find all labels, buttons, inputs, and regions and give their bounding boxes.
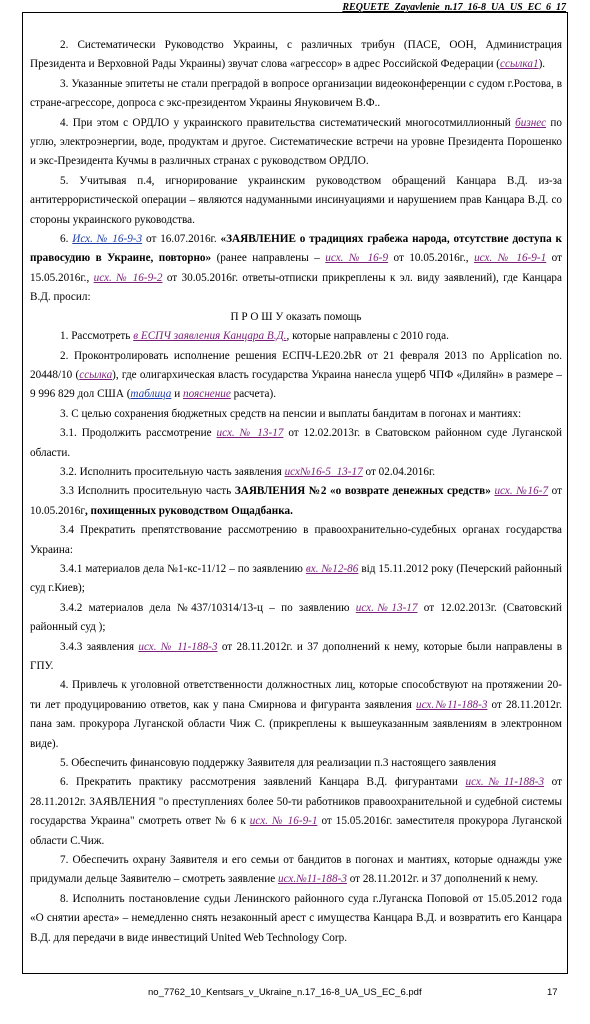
paragraph-text: 3.3 Исполнить просительную часть — [60, 485, 235, 498]
bold-title: ЗАЯВЛЕНИЯ №2 «о возврате денежных средств» — [234, 485, 491, 498]
request-1 — [30, 327, 562, 346]
paragraph-text: 2. Проконтролировать исполнение решения ЕСПЧ-LE20.2bR от 21 февраля 2013 по Application no. 20448/10 ( — [30, 349, 562, 381]
paragraph-text: ), где олигархическая власть государства Украина нанесла ущерб ЧПФ «Диляйн» в размере – 9 996 829 дол США ( — [30, 368, 562, 401]
paragraph-text: от 12.02.2013г. в Сватовском районном суде Луганской области. — [30, 427, 562, 459]
bold-text: , похищенных руководством Ощадбанка. — [84, 504, 293, 517]
request-5: 5. Обеспечить финансовую поддержку Заявителя для реализации п.3 настоящего заявления — [60, 757, 497, 770]
bold-title: «ЗАЯВЛЕНИЕ о традициях грабежа народа, отсутствие доступа к правосудию в Украине, повторно» — [30, 233, 562, 265]
link-ish-11-188-3d[interactable]: исх.№11-188-3 — [278, 873, 347, 886]
paragraph-text: 1. Рассмотреть — [60, 330, 134, 343]
link-ssylka[interactable]: ссылка — [79, 368, 113, 381]
link-ssylka1[interactable]: ссылка1 — [500, 58, 539, 71]
request-3-2 — [30, 463, 562, 482]
link-espch[interactable]: в ЕСПЧ заявления Канцара В.Д. — [133, 330, 287, 343]
link-ish-16-9-3[interactable]: Исх. № 16-9-3 — [72, 233, 143, 246]
paragraph-text: от 10.05.2016г., — [388, 252, 475, 265]
link-ish-16-9-1b[interactable]: исх. № 16-9-1 — [249, 815, 318, 828]
paragraph-text: от 28.11.2012г. и 37 дополнений к нему, которые были направлены в ГПУ. — [30, 640, 562, 672]
link-ish-11-188-3b[interactable]: исх.№11-188-3 — [416, 698, 488, 711]
paragraph-text: от 28.11.2012г. пана зам. прокурора Луганской области Чиж С. (прикреплены к вышеуказанным заявлениям в электронном виде). — [30, 698, 562, 750]
request-8: 8. Исполнить постановление судьи Ленинского районного суда г.Луганска Поповой от 15.05.2012 года «О снятии ареста» – немедленно снять незаконный арест с имущества Канцара В.Д. и возвратить его Канцара В.Д. для передачи в виде инвестиций United Web Technology Corp. — [30, 892, 562, 944]
request-2 — [30, 347, 562, 405]
link-poyasnenie[interactable]: пояснение — [182, 388, 231, 401]
request-3-4-3 — [30, 638, 562, 677]
paragraph-text: 3.2. Исполнить просительную часть заявления — [60, 465, 285, 478]
footer-filename: no_7762_10_Kentsars_v_Ukraine_n.17_16-8_UA_US_EC_6.pdf — [148, 987, 422, 998]
paragraph-text: ). — [538, 58, 546, 71]
paragraph-4 — [30, 114, 562, 172]
paragraph-2 — [30, 36, 562, 75]
link-ish-11-188-3[interactable]: исх. № 11-188-3 — [138, 640, 218, 653]
document-header: REQUETE_Zayavlenie_n.17_16-8_UA_US_EC_6_17 — [342, 2, 566, 13]
paragraph-5: 5. Учитывая п.4, игнорирование украинским руководством обращений Канцара В.Д. из-за антитеррористической операции – являются надуманными инсинуациями и нарушением прав Канцара В.Д. со стороны украинского руководства. — [30, 174, 562, 226]
request-3: 3. С целью сохранения бюджетных средств на пенсии и выплаты бандитам в погонах и мантиях: — [60, 407, 522, 420]
paragraph-text: и — [171, 388, 183, 401]
paragraph-text: от 16.07.2016г. — [142, 233, 221, 246]
link-ish-11-188-3c[interactable]: исх.№11-188-3 — [465, 776, 545, 789]
paragraph-text: (ранее направлены – — [211, 252, 326, 265]
request-7 — [30, 851, 562, 890]
paragraph-text: 3.1. Продолжить рассмотрение — [60, 427, 217, 440]
paragraph-text: от 28.11.2012г. и 37 дополнений к нему. — [346, 873, 539, 886]
link-ish-16-7[interactable]: исх. №16-7 — [494, 485, 549, 498]
paragraph-text: , которые направлены с 2010 года. — [286, 330, 449, 343]
paragraph-text: від 15.11.2012 року (Печерский районный суд г.Киев); — [30, 562, 562, 595]
paragraph-text: расчета). — [230, 388, 277, 401]
paragraph-text: 6. — [60, 233, 73, 246]
paragraph-text: 7. Обеспечить охрану Заявителя и его семьи от бандитов в погонах и мантиях, которые однажды уже придумали дельце Заявителю – смотреть заявление — [30, 854, 562, 886]
paragraph-text: 4. Привлечь к уголовной ответственности должностных лиц, которые способствуют на протяжении 20-ти лет продуцированию ответов, как у пана Смирнова и фигуранта заявления — [30, 679, 562, 711]
request-4 — [30, 676, 562, 754]
link-vh-12-86[interactable]: вх. №12-86 — [305, 562, 359, 575]
link-tablica[interactable]: таблица — [130, 388, 172, 401]
request-3-4-1 — [30, 560, 562, 599]
paragraph-text: от 15.05.2016г., — [30, 252, 562, 284]
paragraph-text: от 10.05.2016г — [30, 485, 563, 517]
link-ish-13-17[interactable]: исх. № 13-17 — [216, 427, 284, 440]
paragraph-text: от 12.02.2013г. (Сватовский районный суд ); — [30, 601, 562, 634]
request-6 — [30, 773, 562, 851]
link-biznes[interactable]: бизнес — [515, 116, 547, 129]
paragraph-text: от 30.05.2016г. ответы-отписки прикреплены к эл. виду заявлений), где Канцара В.Д. просил: — [30, 271, 562, 304]
paragraph-text: от 28.11.2012г. ЗАЯВЛЕНИЯ "о преступлениях более 50-ти работников правоохранительной и судебной системы государства Украина" смотреть ответ № 6 к — [30, 776, 562, 828]
link-ish-13-17b[interactable]: исх.№13-17 — [355, 601, 418, 614]
request-3-3 — [30, 482, 562, 521]
paragraph-6 — [30, 230, 562, 308]
request-3-1 — [30, 424, 562, 463]
link-ish-16-9-2[interactable]: исх. № 16-9-2 — [93, 271, 163, 284]
paragraph-text: 3.4.1 материалов дела №1-кс-11/12 – по заявлению — [60, 562, 306, 575]
link-ish-16-5[interactable]: исх№16-5_13-17 — [284, 465, 363, 478]
document-body — [30, 36, 562, 948]
link-ish-16-9-1[interactable]: исх. № 16-9-1 — [474, 252, 547, 265]
paragraph-text: 4. При этом с ОРДЛО у украинского правительства систематический многосотмиллионный — [60, 116, 516, 129]
paragraph-3: 3. Указанные эпитеты не стали преградой в вопросе организации видеоконференции с судом г.Ростова, в стране-агрессоре, допроса с экс-президентом Украины Януковичем В.Ф.. — [30, 77, 562, 110]
request-3-4-2 — [30, 599, 562, 638]
paragraph-text: 2. Систематически Руководство Украины, с различных трибун (ПАСЕ, ООН, Администрация Президента и Верховной Рады Украины) звучат слова «агрессор» в адрес Российской Федерации ( — [30, 39, 562, 71]
prosu-heading: П Р О Ш У оказать помощь — [230, 310, 362, 323]
page-number: 17 — [547, 987, 558, 998]
paragraph-text: от 02.04.2016г. — [362, 465, 436, 478]
paragraph-text: от 15.05.2016г. заместителя прокурора Луганской области С.Чиж. — [30, 815, 562, 847]
link-ish-16-9[interactable]: исх. № 16-9 — [325, 252, 389, 265]
paragraph-text: 3.4.3 заявления — [60, 640, 139, 653]
request-3-4: 3.4 Прекратить препятствование рассмотрению в правоохранительно-судебных органах государства Украина: — [30, 524, 562, 556]
paragraph-text: по углю, электроэнергии, воде, продуктам и другое. Систематические встречи на уровне Президента Порошенко и экс-Президента Кучмы в различных странах с руководством ОРДЛО. — [30, 116, 562, 168]
paragraph-text: 3.4.2 материалов дела №437/10314/13-ц – по заявлению — [60, 601, 356, 614]
paragraph-text: 6. Прекратить практику рассмотрения заявлений Канцара В.Д. фигурантами — [60, 776, 466, 789]
